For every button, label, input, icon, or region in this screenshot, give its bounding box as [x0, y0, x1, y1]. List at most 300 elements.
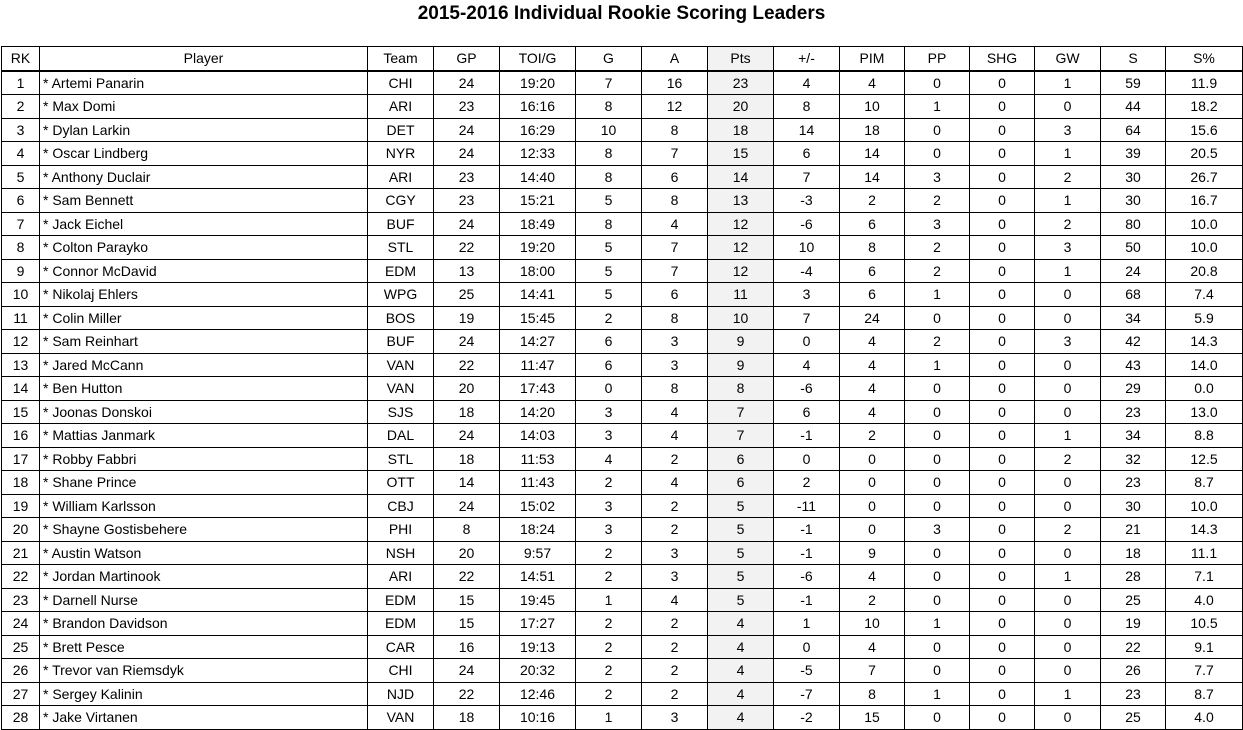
cell-pim: 4 [840, 353, 905, 377]
cell-goals: 1 [576, 588, 642, 612]
cell-team: NYR [368, 142, 434, 166]
cell-gp: 23 [434, 189, 500, 213]
cell-pim: 0 [840, 494, 905, 518]
cell-shg: 0 [970, 588, 1035, 612]
cell-assists: 4 [642, 471, 708, 495]
cell-pim: 4 [840, 565, 905, 589]
cell-assists: 4 [642, 424, 708, 448]
cell-plus-minus: -5 [774, 659, 840, 683]
cell-pim: 10 [840, 612, 905, 636]
table-row [2, 635, 1243, 659]
cell-pim: 6 [840, 283, 905, 307]
cell-pim: 7 [840, 659, 905, 683]
cell-plus-minus: -1 [774, 541, 840, 565]
cell-player: * Trevor van Riemsdyk [40, 659, 368, 683]
cell-team: EDM [368, 259, 434, 283]
cell-shg: 0 [970, 565, 1035, 589]
cell-pim: 8 [840, 682, 905, 706]
cell-points: 12 [708, 259, 774, 283]
cell-points: 8 [708, 377, 774, 401]
table-row [2, 612, 1243, 636]
cell-goals: 0 [576, 377, 642, 401]
cell-team: NJD [368, 682, 434, 706]
cell-goals: 3 [576, 424, 642, 448]
cell-gwg: 0 [1035, 635, 1101, 659]
cell-plus-minus: 6 [774, 142, 840, 166]
cell-shots: 32 [1101, 447, 1166, 471]
cell-shots: 50 [1101, 236, 1166, 260]
cell-shooting-pct: 8.7 [1166, 471, 1243, 495]
cell-plus-minus: 6 [774, 400, 840, 424]
column-header-shooting-pct: S% [1166, 47, 1243, 71]
table-row [2, 330, 1243, 354]
cell-goals: 2 [576, 612, 642, 636]
table-row [2, 165, 1243, 189]
table-row [2, 400, 1243, 424]
cell-goals: 5 [576, 283, 642, 307]
table-row [2, 236, 1243, 260]
cell-player: * Jordan Martinook [40, 565, 368, 589]
cell-shooting-pct: 10.0 [1166, 236, 1243, 260]
cell-team: PHI [368, 518, 434, 542]
cell-toi-per-game: 15:02 [500, 494, 576, 518]
cell-gwg: 0 [1035, 541, 1101, 565]
column-header-assists: A [642, 47, 708, 71]
cell-pim: 6 [840, 259, 905, 283]
cell-toi-per-game: 14:40 [500, 165, 576, 189]
cell-goals: 8 [576, 165, 642, 189]
cell-gwg: 0 [1035, 494, 1101, 518]
cell-gwg: 0 [1035, 283, 1101, 307]
cell-gwg: 1 [1035, 259, 1101, 283]
table-row [2, 283, 1243, 307]
cell-rank: 24 [2, 612, 40, 636]
cell-team: BOS [368, 306, 434, 330]
cell-shg: 0 [970, 635, 1035, 659]
cell-points: 7 [708, 424, 774, 448]
cell-toi-per-game: 18:24 [500, 518, 576, 542]
cell-shooting-pct: 12.5 [1166, 447, 1243, 471]
cell-player: * Ben Hutton [40, 377, 368, 401]
cell-goals: 5 [576, 189, 642, 213]
cell-shg: 0 [970, 142, 1035, 166]
cell-rank: 18 [2, 471, 40, 495]
cell-gwg: 2 [1035, 518, 1101, 542]
cell-shg: 0 [970, 330, 1035, 354]
cell-rank: 5 [2, 165, 40, 189]
cell-player: * Anthony Duclair [40, 165, 368, 189]
cell-player: * Darnell Nurse [40, 588, 368, 612]
cell-shots: 24 [1101, 259, 1166, 283]
cell-shooting-pct: 10.0 [1166, 212, 1243, 236]
cell-assists: 7 [642, 259, 708, 283]
cell-assists: 3 [642, 565, 708, 589]
cell-rank: 1 [2, 71, 40, 95]
cell-goals: 8 [576, 212, 642, 236]
cell-toi-per-game: 19:45 [500, 588, 576, 612]
cell-shooting-pct: 14.3 [1166, 330, 1243, 354]
cell-player: * Max Domi [40, 95, 368, 119]
cell-toi-per-game: 16:16 [500, 95, 576, 119]
cell-points: 23 [708, 71, 774, 95]
cell-ppg: 0 [905, 494, 970, 518]
table-row [2, 541, 1243, 565]
cell-team: OTT [368, 471, 434, 495]
cell-points: 10 [708, 306, 774, 330]
cell-assists: 2 [642, 635, 708, 659]
cell-shg: 0 [970, 377, 1035, 401]
cell-player: * Sergey Kalinin [40, 682, 368, 706]
cell-toi-per-game: 10:16 [500, 706, 576, 730]
cell-toi-per-game: 14:27 [500, 330, 576, 354]
cell-gwg: 0 [1035, 377, 1101, 401]
cell-ppg: 2 [905, 259, 970, 283]
cell-shooting-pct: 7.1 [1166, 565, 1243, 589]
cell-toi-per-game: 15:21 [500, 189, 576, 213]
cell-pim: 4 [840, 635, 905, 659]
table-row [2, 212, 1243, 236]
cell-player: * Nikolaj Ehlers [40, 283, 368, 307]
cell-gwg: 1 [1035, 565, 1101, 589]
cell-toi-per-game: 11:47 [500, 353, 576, 377]
cell-assists: 4 [642, 588, 708, 612]
cell-pim: 9 [840, 541, 905, 565]
cell-shg: 0 [970, 95, 1035, 119]
cell-shots: 44 [1101, 95, 1166, 119]
cell-plus-minus: 0 [774, 447, 840, 471]
cell-ppg: 0 [905, 659, 970, 683]
cell-shots: 42 [1101, 330, 1166, 354]
cell-shots: 30 [1101, 189, 1166, 213]
scoring-leaders-table [1, 46, 1243, 730]
cell-team: DET [368, 118, 434, 142]
cell-points: 9 [708, 330, 774, 354]
cell-ppg: 1 [905, 353, 970, 377]
cell-points: 4 [708, 682, 774, 706]
cell-gp: 13 [434, 259, 500, 283]
cell-points: 13 [708, 189, 774, 213]
cell-gp: 16 [434, 635, 500, 659]
cell-assists: 2 [642, 447, 708, 471]
table-row [2, 565, 1243, 589]
cell-toi-per-game: 12:33 [500, 142, 576, 166]
cell-pim: 0 [840, 447, 905, 471]
cell-assists: 2 [642, 518, 708, 542]
cell-gwg: 0 [1035, 706, 1101, 730]
cell-shots: 21 [1101, 518, 1166, 542]
cell-ppg: 3 [905, 165, 970, 189]
cell-toi-per-game: 19:20 [500, 236, 576, 260]
cell-shots: 26 [1101, 659, 1166, 683]
cell-team: EDM [368, 612, 434, 636]
cell-gwg: 0 [1035, 471, 1101, 495]
cell-team: ARI [368, 95, 434, 119]
cell-toi-per-game: 11:43 [500, 471, 576, 495]
cell-rank: 28 [2, 706, 40, 730]
cell-pim: 4 [840, 400, 905, 424]
cell-plus-minus: 2 [774, 471, 840, 495]
cell-player: * Shayne Gostisbehere [40, 518, 368, 542]
cell-gwg: 3 [1035, 118, 1101, 142]
cell-shg: 0 [970, 306, 1035, 330]
cell-gp: 23 [434, 165, 500, 189]
cell-shots: 59 [1101, 71, 1166, 95]
cell-plus-minus: -7 [774, 682, 840, 706]
cell-shg: 0 [970, 682, 1035, 706]
cell-rank: 27 [2, 682, 40, 706]
cell-ppg: 2 [905, 189, 970, 213]
cell-rank: 3 [2, 118, 40, 142]
cell-shots: 29 [1101, 377, 1166, 401]
cell-goals: 2 [576, 541, 642, 565]
cell-gwg: 0 [1035, 353, 1101, 377]
table-row [2, 95, 1243, 119]
cell-plus-minus: 7 [774, 306, 840, 330]
table-row [2, 142, 1243, 166]
cell-ppg: 1 [905, 612, 970, 636]
cell-toi-per-game: 19:13 [500, 635, 576, 659]
cell-shg: 0 [970, 447, 1035, 471]
cell-shooting-pct: 11.1 [1166, 541, 1243, 565]
cell-ppg: 0 [905, 400, 970, 424]
cell-toi-per-game: 14:41 [500, 283, 576, 307]
cell-gwg: 1 [1035, 682, 1101, 706]
cell-plus-minus: -2 [774, 706, 840, 730]
column-header-gp: GP [434, 47, 500, 71]
cell-team: DAL [368, 424, 434, 448]
cell-rank: 2 [2, 95, 40, 119]
cell-points: 12 [708, 212, 774, 236]
cell-pim: 15 [840, 706, 905, 730]
cell-shooting-pct: 11.9 [1166, 71, 1243, 95]
cell-pim: 2 [840, 588, 905, 612]
column-header-pim: PIM [840, 47, 905, 71]
cell-goals: 8 [576, 142, 642, 166]
cell-goals: 8 [576, 95, 642, 119]
cell-shooting-pct: 14.0 [1166, 353, 1243, 377]
cell-assists: 3 [642, 353, 708, 377]
cell-ppg: 3 [905, 518, 970, 542]
cell-rank: 20 [2, 518, 40, 542]
cell-toi-per-game: 18:49 [500, 212, 576, 236]
cell-shooting-pct: 18.2 [1166, 95, 1243, 119]
cell-gp: 8 [434, 518, 500, 542]
cell-player: * Shane Prince [40, 471, 368, 495]
column-header-plus-minus: +/- [774, 47, 840, 71]
cell-plus-minus: 4 [774, 71, 840, 95]
cell-goals: 3 [576, 518, 642, 542]
cell-plus-minus: -3 [774, 189, 840, 213]
cell-shg: 0 [970, 71, 1035, 95]
cell-rank: 19 [2, 494, 40, 518]
cell-plus-minus: 1 [774, 612, 840, 636]
cell-ppg: 0 [905, 635, 970, 659]
cell-player: * Connor McDavid [40, 259, 368, 283]
column-header-gwg: GW [1035, 47, 1101, 71]
cell-plus-minus: -4 [774, 259, 840, 283]
cell-team: NSH [368, 541, 434, 565]
table-row [2, 118, 1243, 142]
cell-shg: 0 [970, 471, 1035, 495]
cell-gwg: 0 [1035, 400, 1101, 424]
cell-rank: 11 [2, 306, 40, 330]
cell-rank: 26 [2, 659, 40, 683]
cell-rank: 12 [2, 330, 40, 354]
cell-shg: 0 [970, 353, 1035, 377]
cell-shooting-pct: 8.8 [1166, 424, 1243, 448]
cell-gwg: 1 [1035, 142, 1101, 166]
cell-shots: 18 [1101, 541, 1166, 565]
cell-plus-minus: -1 [774, 424, 840, 448]
cell-gwg: 0 [1035, 95, 1101, 119]
cell-goals: 6 [576, 353, 642, 377]
cell-assists: 6 [642, 283, 708, 307]
table-row [2, 306, 1243, 330]
cell-points: 5 [708, 588, 774, 612]
cell-plus-minus: -1 [774, 518, 840, 542]
cell-gp: 18 [434, 400, 500, 424]
cell-goals: 2 [576, 635, 642, 659]
cell-points: 14 [708, 165, 774, 189]
cell-toi-per-game: 17:27 [500, 612, 576, 636]
cell-gwg: 1 [1035, 424, 1101, 448]
cell-toi-per-game: 14:03 [500, 424, 576, 448]
cell-rank: 22 [2, 565, 40, 589]
column-header-goals: G [576, 47, 642, 71]
cell-gp: 24 [434, 659, 500, 683]
cell-assists: 12 [642, 95, 708, 119]
cell-team: CAR [368, 635, 434, 659]
cell-rank: 15 [2, 400, 40, 424]
cell-rank: 14 [2, 377, 40, 401]
cell-shg: 0 [970, 236, 1035, 260]
cell-ppg: 3 [905, 212, 970, 236]
cell-shooting-pct: 15.6 [1166, 118, 1243, 142]
cell-toi-per-game: 15:45 [500, 306, 576, 330]
cell-player: * Mattias Janmark [40, 424, 368, 448]
cell-gp: 19 [434, 306, 500, 330]
cell-rank: 21 [2, 541, 40, 565]
column-header-ppg: PP [905, 47, 970, 71]
cell-shg: 0 [970, 612, 1035, 636]
cell-assists: 8 [642, 306, 708, 330]
cell-rank: 16 [2, 424, 40, 448]
cell-player: * Brandon Davidson [40, 612, 368, 636]
cell-ppg: 1 [905, 95, 970, 119]
cell-points: 5 [708, 541, 774, 565]
cell-ppg: 0 [905, 306, 970, 330]
cell-plus-minus: 0 [774, 330, 840, 354]
cell-toi-per-game: 14:51 [500, 565, 576, 589]
cell-team: STL [368, 236, 434, 260]
cell-team: CHI [368, 71, 434, 95]
cell-shooting-pct: 20.8 [1166, 259, 1243, 283]
cell-assists: 2 [642, 494, 708, 518]
cell-gp: 24 [434, 424, 500, 448]
cell-plus-minus: 8 [774, 95, 840, 119]
cell-shg: 0 [970, 400, 1035, 424]
column-header-shg: SHG [970, 47, 1035, 71]
cell-rank: 17 [2, 447, 40, 471]
cell-shg: 0 [970, 189, 1035, 213]
cell-goals: 2 [576, 659, 642, 683]
cell-player: * Jack Eichel [40, 212, 368, 236]
cell-ppg: 0 [905, 118, 970, 142]
cell-gwg: 2 [1035, 212, 1101, 236]
cell-gwg: 2 [1035, 165, 1101, 189]
cell-pim: 6 [840, 212, 905, 236]
cell-gp: 18 [434, 447, 500, 471]
cell-ppg: 1 [905, 283, 970, 307]
cell-points: 11 [708, 283, 774, 307]
cell-points: 5 [708, 565, 774, 589]
cell-plus-minus: -1 [774, 588, 840, 612]
cell-shots: 23 [1101, 682, 1166, 706]
cell-rank: 13 [2, 353, 40, 377]
cell-pim: 14 [840, 142, 905, 166]
column-header-toi-per-game: TOI/G [500, 47, 576, 71]
cell-rank: 7 [2, 212, 40, 236]
cell-points: 15 [708, 142, 774, 166]
cell-shooting-pct: 8.7 [1166, 682, 1243, 706]
cell-shooting-pct: 4.0 [1166, 588, 1243, 612]
cell-toi-per-game: 11:53 [500, 447, 576, 471]
cell-goals: 3 [576, 400, 642, 424]
cell-player: * Colin Miller [40, 306, 368, 330]
cell-gp: 24 [434, 118, 500, 142]
cell-plus-minus: 4 [774, 353, 840, 377]
cell-plus-minus: -6 [774, 212, 840, 236]
cell-points: 12 [708, 236, 774, 260]
cell-plus-minus: 10 [774, 236, 840, 260]
cell-pim: 4 [840, 330, 905, 354]
cell-shg: 0 [970, 212, 1035, 236]
cell-goals: 2 [576, 565, 642, 589]
cell-gwg: 0 [1035, 659, 1101, 683]
cell-pim: 8 [840, 236, 905, 260]
cell-ppg: 0 [905, 706, 970, 730]
cell-player: * Jared McCann [40, 353, 368, 377]
table-row [2, 377, 1243, 401]
cell-assists: 16 [642, 71, 708, 95]
cell-pim: 24 [840, 306, 905, 330]
cell-assists: 8 [642, 377, 708, 401]
cell-team: CGY [368, 189, 434, 213]
cell-assists: 3 [642, 541, 708, 565]
cell-plus-minus: -11 [774, 494, 840, 518]
cell-player: * Oscar Lindberg [40, 142, 368, 166]
cell-team: VAN [368, 353, 434, 377]
cell-toi-per-game: 18:00 [500, 259, 576, 283]
cell-player: * Dylan Larkin [40, 118, 368, 142]
cell-shg: 0 [970, 518, 1035, 542]
cell-pim: 0 [840, 471, 905, 495]
cell-shooting-pct: 13.0 [1166, 400, 1243, 424]
cell-points: 6 [708, 447, 774, 471]
cell-points: 5 [708, 518, 774, 542]
cell-plus-minus: -6 [774, 565, 840, 589]
cell-toi-per-game: 16:29 [500, 118, 576, 142]
cell-team: STL [368, 447, 434, 471]
cell-shots: 23 [1101, 400, 1166, 424]
cell-goals: 10 [576, 118, 642, 142]
table-row [2, 353, 1243, 377]
table-row [2, 588, 1243, 612]
cell-pim: 2 [840, 189, 905, 213]
table-row [2, 71, 1243, 95]
cell-shots: 23 [1101, 471, 1166, 495]
cell-ppg: 0 [905, 377, 970, 401]
